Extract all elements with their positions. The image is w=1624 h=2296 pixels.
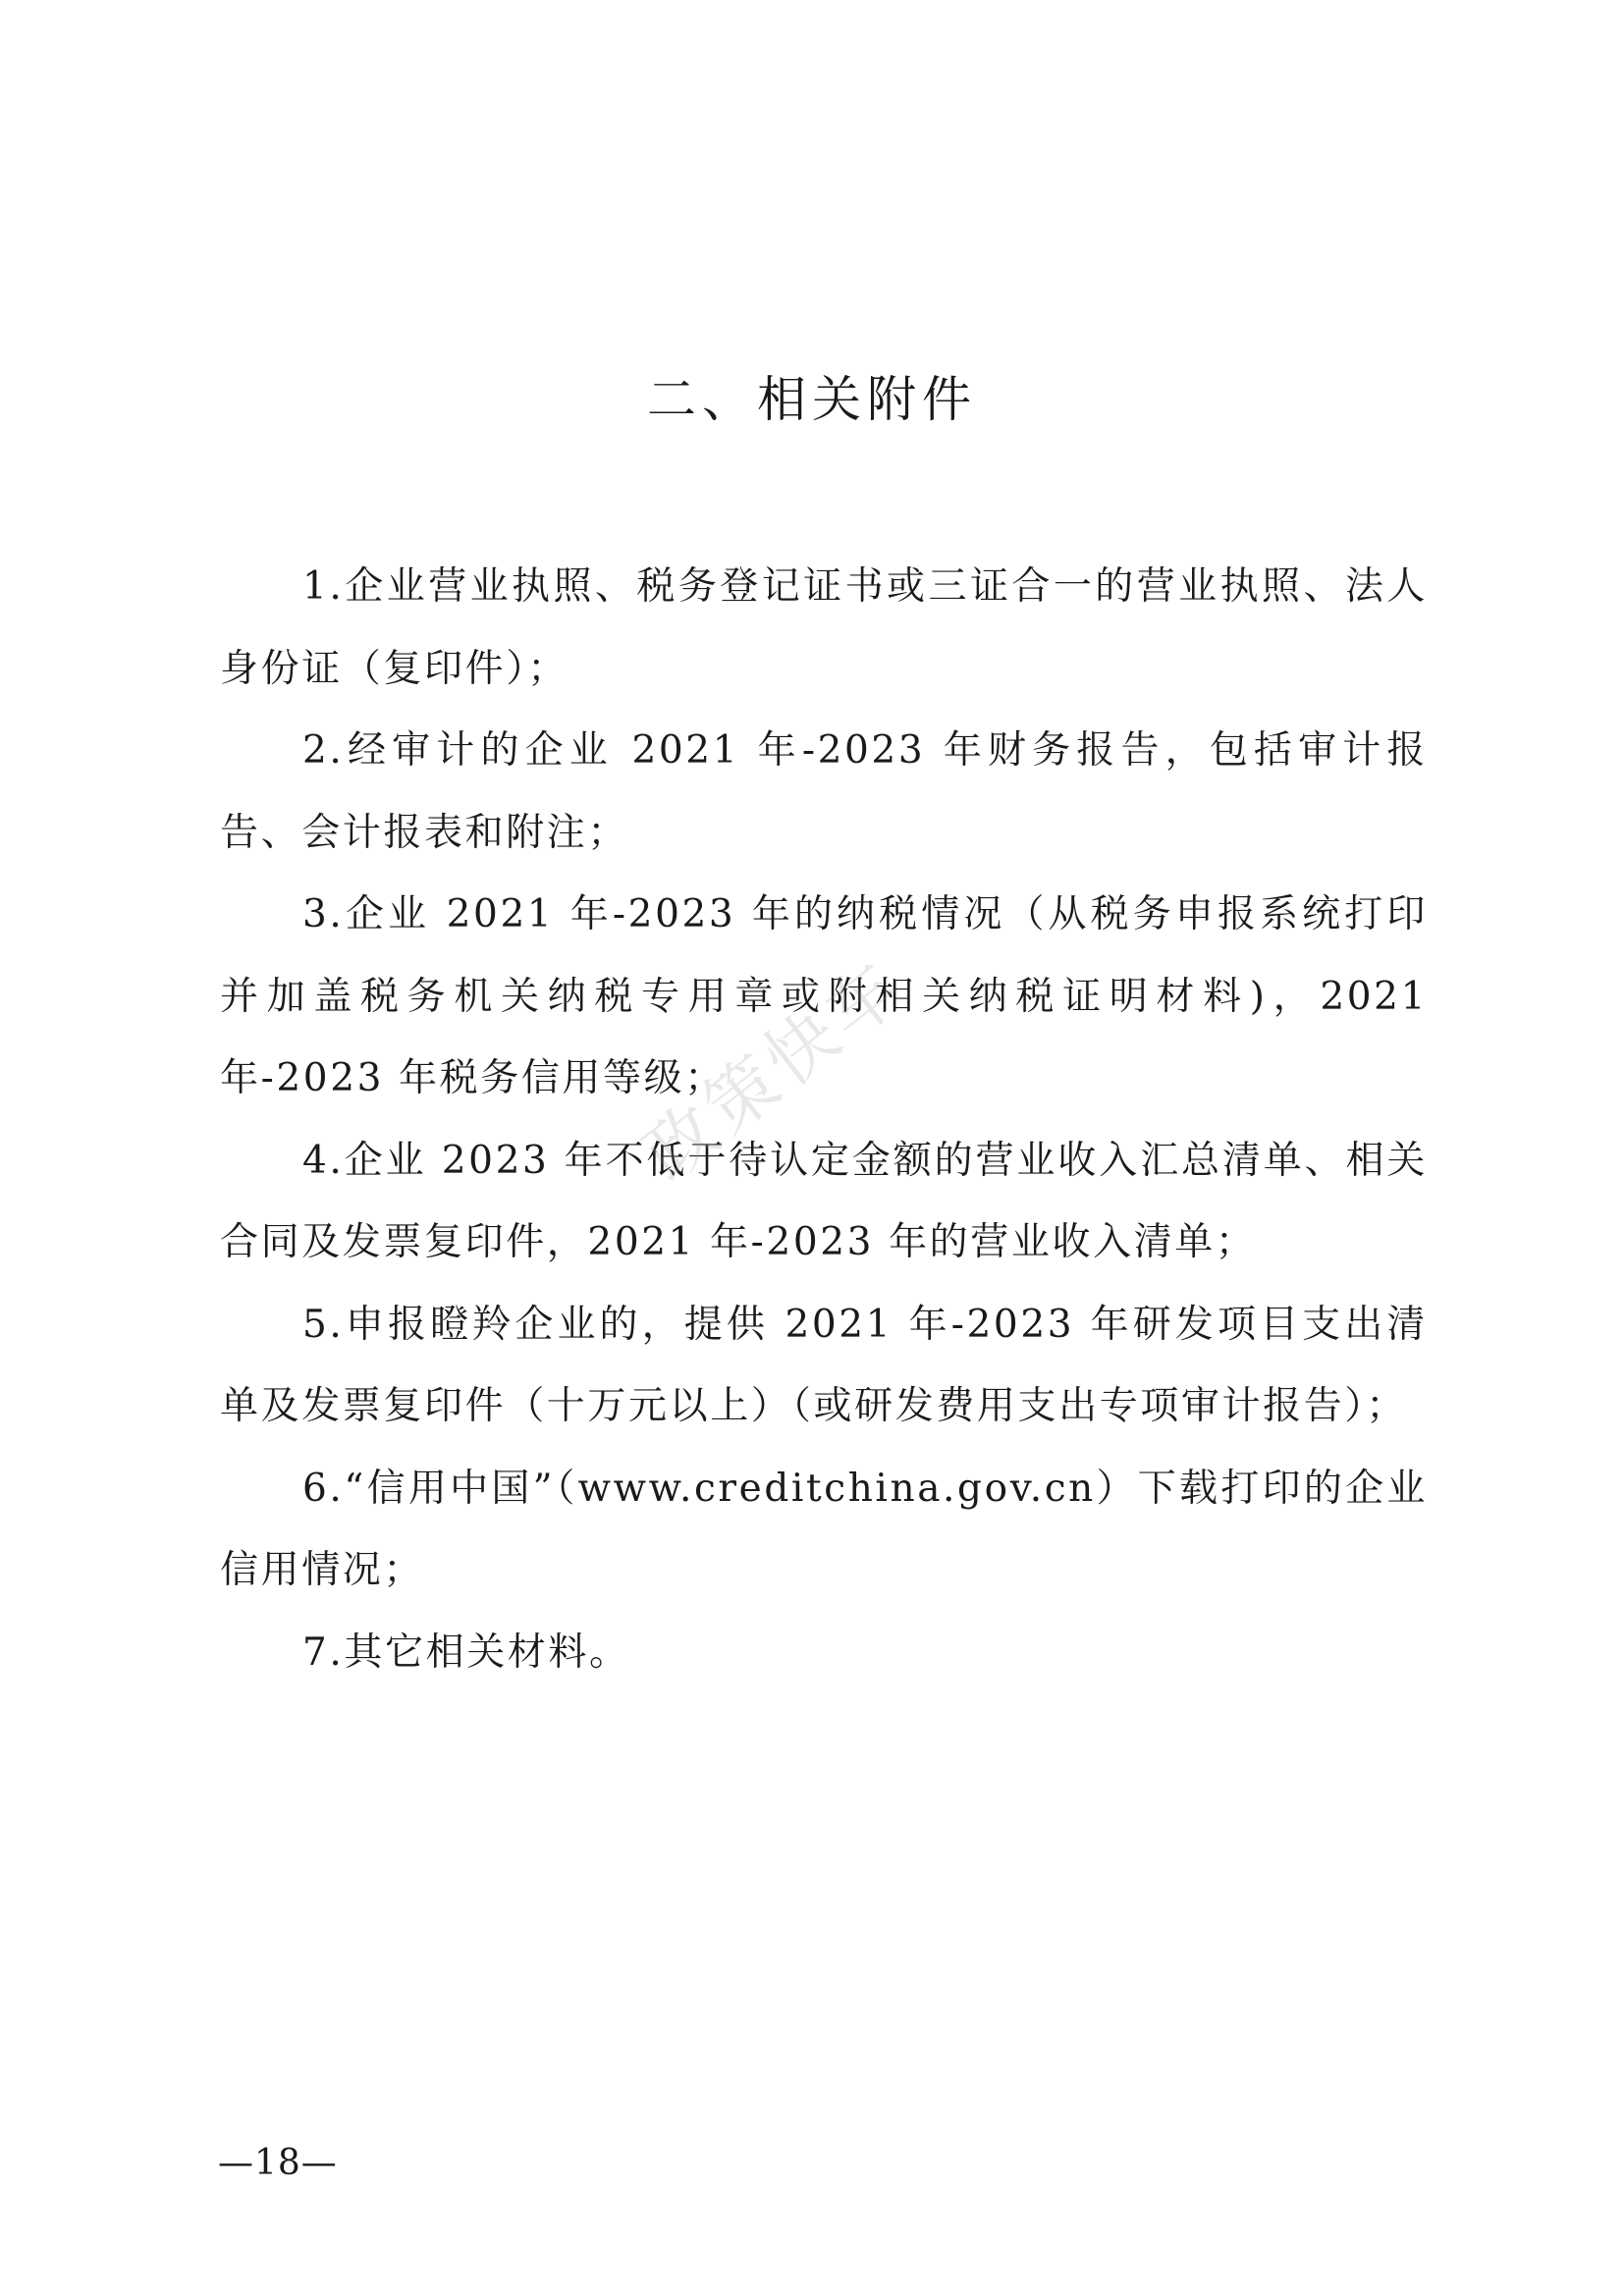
list-item: 7.其它相关材料。	[302, 1629, 630, 1675]
list-item: 1.企业营业执照、税务登记证书或三证合一的营业执照、法人身份证（复印件）；	[220, 564, 1428, 691]
list-item: 4.企业 2023 年不低于待认定金额的营业收入汇总清单、相关合同及发票复印件，2021 年-2023 年的营业收入清单；	[220, 1138, 1428, 1264]
attachment-list	[220, 546, 1428, 1693]
list-item: 2.经审计的企业 2021 年-2023 年财务报告，包括审计报告、会计报表和附注；	[220, 728, 1428, 855]
list-item: 5.申报瞪羚企业的，提供 2021 年-2023 年研发项目支出清单及发票复印件（十万元以上）（或研发费用支出专项审计报告）；	[220, 1302, 1428, 1428]
page-number: —18—	[218, 2143, 338, 2183]
list-item: 3.企业 2021 年-2023 年的纳税情况（从税务申报系统打印并加盖税务机关纳税专用章或附相关纳税证明材料)，2021 年-2023 年税务信用等级；	[220, 892, 1428, 1100]
watermark: 政策快车	[627, 942, 921, 1197]
list-item: 6.“信用中国”（www.creditchina.gov.cn）下载打印的企业信用情况；	[220, 1466, 1428, 1592]
section-title: 二、相关附件	[647, 371, 977, 428]
